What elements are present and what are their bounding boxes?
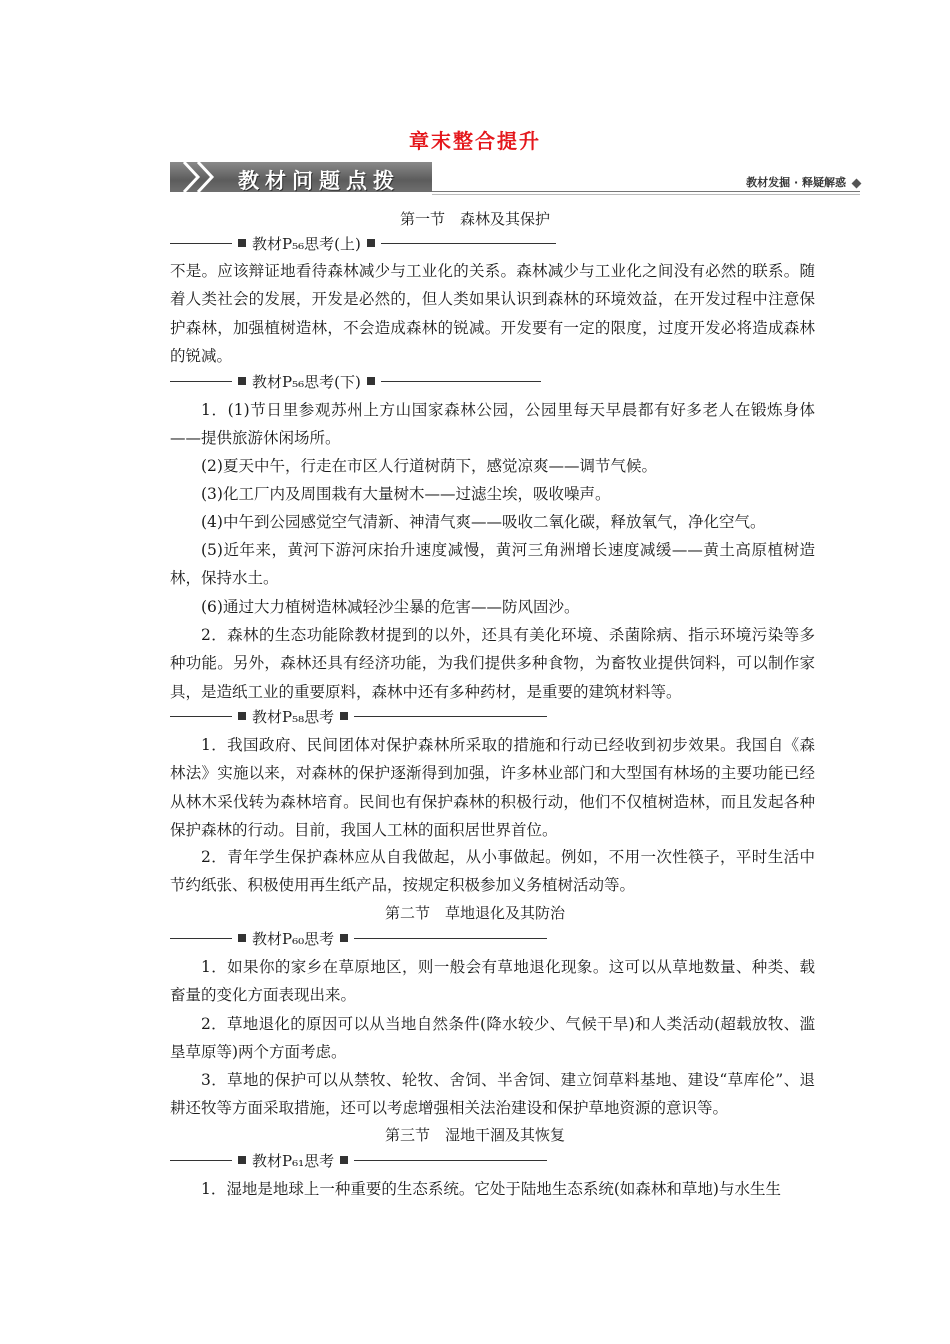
rule-right — [381, 243, 556, 244]
sub-heading — [170, 371, 541, 391]
paragraph: 1．如果你的家乡在草原地区，则一般会有草地退化现象。这可以从草地数量、种类、载畜量的变化方面表现出来。 — [170, 958, 815, 1005]
square-icon — [367, 239, 375, 247]
page-title: 章末整合提升 — [409, 129, 541, 153]
square-icon — [340, 1156, 348, 1164]
square-icon — [238, 239, 246, 247]
section-banner — [170, 160, 860, 196]
paragraph: (6)通过大力植树造林减轻沙尘暴的危害——防风固沙。 — [201, 598, 580, 616]
section-heading-3: 第三节 湿地干涸及其恢复 — [384, 1126, 565, 1144]
section-heading-2: 第二节 草地退化及其防治 — [384, 904, 565, 922]
square-icon — [367, 377, 375, 385]
sub-heading-label: 教材P₆₀思考 — [252, 929, 335, 948]
sub-heading-label: 教材P₆₁思考 — [252, 1151, 335, 1170]
sub-heading — [170, 1150, 547, 1170]
paragraph: 2．草地退化的原因可以从当地自然条件(降水较少、气候干旱)和人类活动(超载放牧、滥垦草原等)两个方面考虑。 — [170, 1015, 815, 1062]
sub-heading — [170, 233, 556, 253]
square-icon — [238, 377, 246, 385]
paragraph: 不是。应该辩证地看待森林减少与工业化的关系。森林减少与工业化之间没有必然的联系。随着人类社会的发展，开发是必然的，但人类如果认识到森林的环境效益，在开发过程中注意保护森林，加强植树造林，不会造成森林的锐减。开发要有一定的限度，过度开发必将造成森林的锐减。 — [170, 262, 815, 366]
rule-left — [170, 716, 232, 717]
sub-heading-label: 教材P₅₈思考 — [252, 707, 335, 726]
rule-left — [170, 1160, 232, 1161]
paragraph: 1．我国政府、民间团体对保护森林所采取的措施和行动已经收到初步效果。我国自《森林法》实施以来，对森林的保护逐渐得到加强，许多林业部门和大型国有林场的主要功能已经从林木采伐转为森林培育。民间也有保护森林的积极行动，他们不仅植树造林，而且发起各种保护森林的行动。目前，我国人工林的面积居世界首位。 — [170, 736, 815, 840]
paragraph: 3．草地的保护可以从禁牧、轮牧、舍饲、半舍饲、建立饲草料基地、建设“草库伦”、退耕还牧等方面采取措施，还可以考虑增强相关法治建设和保护草地资源的意识等。 — [170, 1071, 815, 1118]
rule-right — [354, 716, 547, 717]
section-heading-1: 第一节 森林及其保护 — [399, 210, 550, 228]
square-icon — [340, 712, 348, 720]
paragraph: 2．青年学生保护森林应从自我做起，从小事做起。例如，不用一次性筷子，平时生活中节约纸张、积极使用再生纸产品，按规定积极参加义务植树活动等。 — [170, 848, 815, 895]
rule-right — [354, 938, 547, 939]
paragraph: 2．森林的生态功能除教材提到的以外，还具有美化环境、杀菌除病、指示环境污染等多种功能。另外，森林还具有经济功能，为我们提供多种食物，为畜牧业提供饲料，可以制作家具，是造纸工业的重要原料，森林中还有多种药材，是重要的建筑材料等。 — [170, 626, 815, 701]
sub-heading-label: 教材P₅₆思考(下) — [252, 372, 361, 391]
rule-left — [170, 938, 232, 939]
paragraph: 1．湿地是地球上一种重要的生态系统。它处于陆地生态系统(如森林和草地)与水生生 — [201, 1180, 781, 1198]
square-icon — [238, 934, 246, 942]
square-icon — [238, 712, 246, 720]
paragraph: (5)近年来，黄河下游河床抬升速度减慢，黄河三角洲增长速度减缓——黄土高原植树造林，保持水土。 — [170, 541, 815, 588]
double-chevron-icon — [180, 160, 220, 194]
banner-subtitle: 教材发掘 · 释疑解惑 — [746, 176, 846, 189]
paragraph: (2)夏天中午，行走在市区人行道树荫下，感觉凉爽——调节气候。 — [201, 457, 657, 475]
square-icon — [238, 1156, 246, 1164]
banner-rule — [432, 191, 860, 192]
sub-heading — [170, 706, 547, 726]
sub-heading-label: 教材P₅₆思考(上) — [252, 234, 361, 253]
paragraph: 1．(1)节日里参观苏州上方山国家森林公园，公园里每天早晨都有好多老人在锻炼身体——提供旅游休闲场所。 — [170, 401, 815, 448]
banner-rule-light — [432, 194, 860, 195]
rule-right — [381, 381, 541, 382]
banner-label: 教材问题点拨 — [238, 169, 400, 193]
paragraph: (3)化工厂内及周围栽有大量树木——过滤尘埃，吸收噪声。 — [201, 485, 611, 503]
diamond-icon — [852, 179, 862, 189]
paragraph: (4)中午到公园感觉空气清新、神清气爽——吸收二氧化碳，释放氧气，净化空气。 — [201, 513, 766, 531]
rule-left — [170, 381, 232, 382]
rule-right — [354, 1160, 547, 1161]
rule-left — [170, 243, 232, 244]
sub-heading — [170, 928, 547, 948]
square-icon — [340, 934, 348, 942]
